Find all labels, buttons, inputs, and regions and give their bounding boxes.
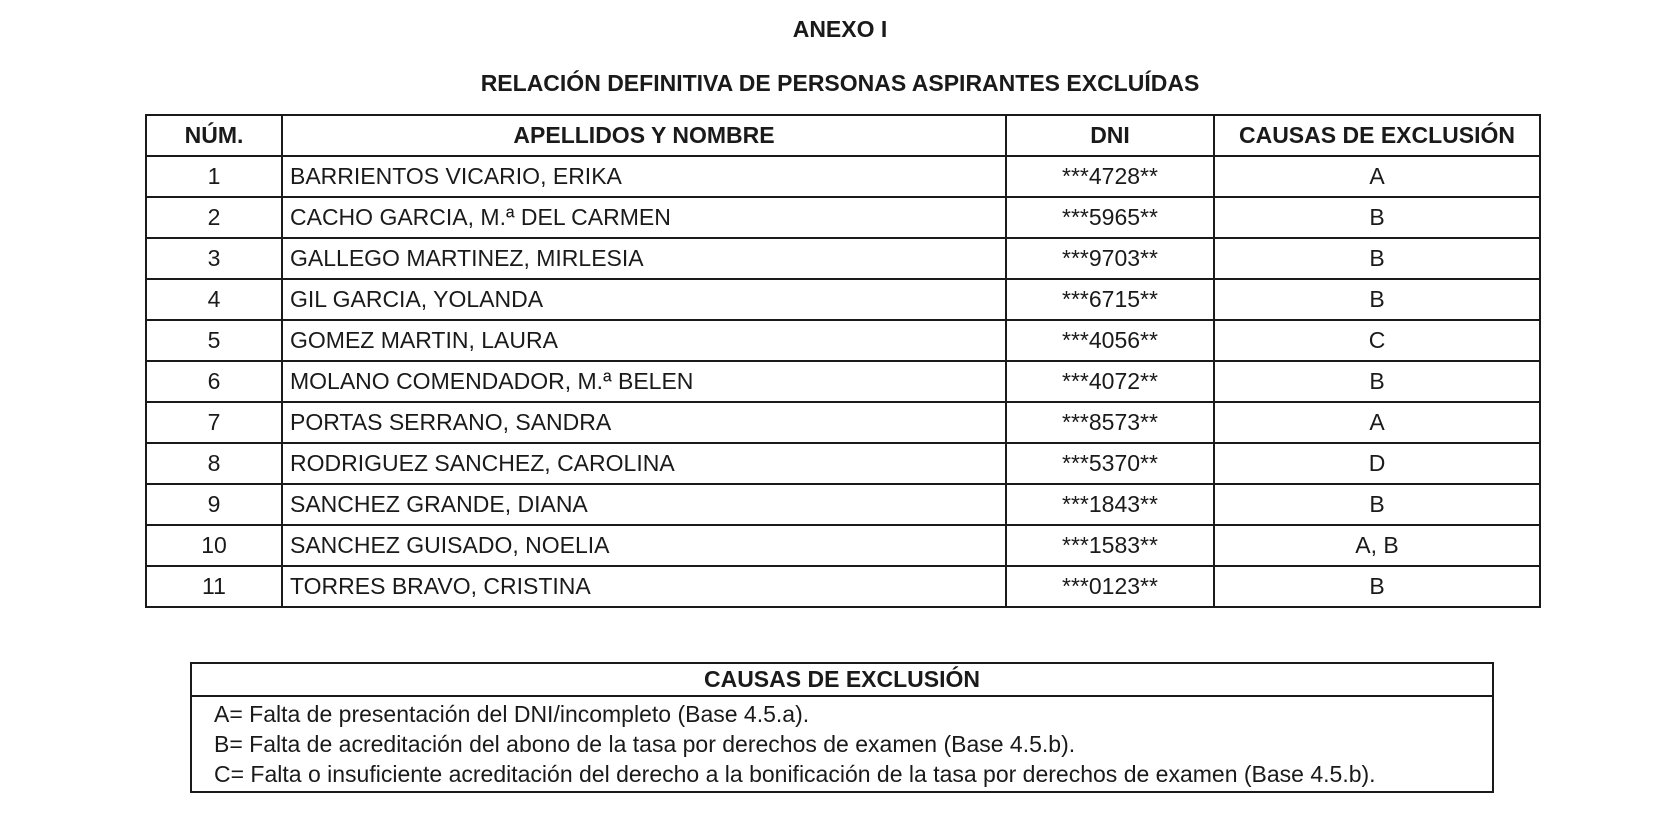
table-row <box>146 320 1540 361</box>
row-name: GOMEZ MARTIN, LAURA <box>282 320 1006 361</box>
row-dni: ***5965** <box>1006 197 1214 238</box>
row-number: 7 <box>146 402 282 443</box>
row-number: 9 <box>146 484 282 525</box>
excluded-applicants-table <box>145 114 1541 608</box>
row-exclusion-cause: B <box>1214 279 1540 320</box>
row-name: MOLANO COMENDADOR, M.ª BELEN <box>282 361 1006 402</box>
row-name: RODRIGUEZ SANCHEZ, CAROLINA <box>282 443 1006 484</box>
row-name: GALLEGO MARTINEZ, MIRLESIA <box>282 238 1006 279</box>
row-number: 3 <box>146 238 282 279</box>
legend-item: B= Falta de acreditación del abono de la tasa por derechos de examen (Base 4.5.b). <box>214 731 1076 757</box>
exclusion-causes-legend <box>190 662 1494 793</box>
row-exclusion-cause: B <box>1214 361 1540 402</box>
header-name: APELLIDOS Y NOMBRE <box>282 115 1006 156</box>
row-number: 10 <box>146 525 282 566</box>
row-dni: ***8573** <box>1006 402 1214 443</box>
table-body <box>146 156 1540 607</box>
row-name: SANCHEZ GRANDE, DIANA <box>282 484 1006 525</box>
row-dni: ***5370** <box>1006 443 1214 484</box>
row-name: CACHO GARCIA, M.ª DEL CARMEN <box>282 197 1006 238</box>
table-row <box>146 156 1540 197</box>
row-name: TORRES BRAVO, CRISTINA <box>282 566 1006 607</box>
row-number: 1 <box>146 156 282 197</box>
row-exclusion-cause: A <box>1214 156 1540 197</box>
table-row <box>146 525 1540 566</box>
document-heading: RELACIÓN DEFINITIVA DE PERSONAS ASPIRANTES EXCLUÍDAS <box>480 70 1200 96</box>
row-dni: ***1583** <box>1006 525 1214 566</box>
row-dni: ***4056** <box>1006 320 1214 361</box>
row-dni: ***9703** <box>1006 238 1214 279</box>
table-row <box>146 279 1540 320</box>
table-row <box>146 238 1540 279</box>
row-dni: ***6715** <box>1006 279 1214 320</box>
row-name: BARRIENTOS VICARIO, ERIKA <box>282 156 1006 197</box>
row-exclusion-cause: B <box>1214 197 1540 238</box>
table-row <box>146 566 1540 607</box>
row-exclusion-cause: C <box>1214 320 1540 361</box>
row-name: SANCHEZ GUISADO, NOELIA <box>282 525 1006 566</box>
row-number: 5 <box>146 320 282 361</box>
row-number: 11 <box>146 566 282 607</box>
header-num: NÚM. <box>146 115 282 156</box>
header-causes: CAUSAS DE EXCLUSIÓN <box>1214 115 1540 156</box>
row-exclusion-cause: A, B <box>1214 525 1540 566</box>
legend-item: A= Falta de presentación del DNI/incompleto (Base 4.5.a). <box>214 701 810 727</box>
row-number: 8 <box>146 443 282 484</box>
row-exclusion-cause: B <box>1214 484 1540 525</box>
row-exclusion-cause: B <box>1214 566 1540 607</box>
row-exclusion-cause: B <box>1214 238 1540 279</box>
row-exclusion-cause: D <box>1214 443 1540 484</box>
row-number: 6 <box>146 361 282 402</box>
row-dni: ***1843** <box>1006 484 1214 525</box>
legend-title: CAUSAS DE EXCLUSIÓN <box>192 664 1492 697</box>
header-dni: DNI <box>1006 115 1214 156</box>
legend-items <box>192 697 1492 791</box>
row-dni: ***4072** <box>1006 361 1214 402</box>
row-number: 4 <box>146 279 282 320</box>
table-header-row <box>146 115 1540 156</box>
table-row <box>146 197 1540 238</box>
row-name: GIL GARCIA, YOLANDA <box>282 279 1006 320</box>
row-dni: ***0123** <box>1006 566 1214 607</box>
row-number: 2 <box>146 197 282 238</box>
table-row <box>146 484 1540 525</box>
annex-title: ANEXO I <box>792 16 888 42</box>
table-row <box>146 361 1540 402</box>
row-dni: ***4728** <box>1006 156 1214 197</box>
row-name: PORTAS SERRANO, SANDRA <box>282 402 1006 443</box>
table-row <box>146 402 1540 443</box>
table-row <box>146 443 1540 484</box>
row-exclusion-cause: A <box>1214 402 1540 443</box>
legend-item: C= Falta o insuficiente acreditación del derecho a la bonificación de la tasa por derechos de examen (Base 4.5.b). <box>214 761 1376 787</box>
